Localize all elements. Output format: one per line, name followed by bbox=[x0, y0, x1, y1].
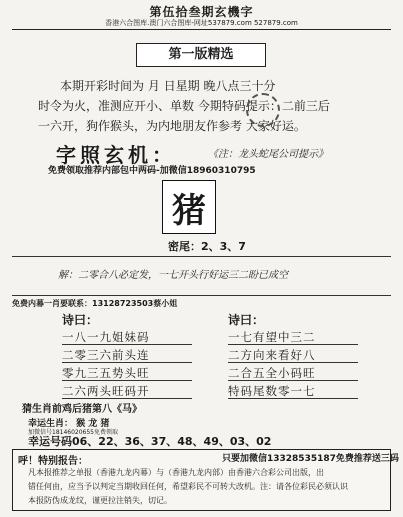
seal-stamp bbox=[246, 93, 280, 127]
poem-right-line: 二方向来看好八 bbox=[228, 348, 316, 362]
poem-rule bbox=[228, 398, 358, 399]
footer-heading: 呼！特别报告： bbox=[18, 456, 88, 467]
riddle-title: 字照玄机： bbox=[56, 143, 176, 167]
poem-rule bbox=[228, 362, 358, 363]
sites-line: 香港六合图库.澳门六合图库-网址537879.com 527879.com bbox=[105, 19, 298, 27]
intro-line-2: 时令为火，准测应开小、单数 今期特码提示：二前三后 bbox=[38, 99, 330, 113]
poem-right-head: 诗曰： bbox=[228, 313, 265, 327]
poem-left-line: 一八一九姐妹码 bbox=[62, 330, 150, 344]
poem-rule bbox=[228, 344, 358, 345]
footer-wechat: 只要加微信13328535187免费推荐送三码 bbox=[222, 454, 399, 464]
poem-left-line: 零九三五势头旺 bbox=[62, 366, 150, 380]
masthead: 第伍拾叁期玄機字 bbox=[149, 5, 254, 19]
riddle-note: 《注：龙头蛇尾公司提示》 bbox=[208, 149, 328, 160]
poem-rule bbox=[62, 398, 192, 399]
zodiac-guess-line: 猜生肖前鸡后猪第八《马》 bbox=[22, 404, 142, 415]
poem-right-line: 特码尾数零一七 bbox=[228, 384, 316, 398]
intro-line-1: 本期开彩时间为 月 日星期 晚八点三十分 bbox=[60, 79, 276, 93]
header-rule bbox=[12, 29, 391, 30]
poem-left-head: 诗曰： bbox=[62, 313, 99, 327]
luck-sub-line: 加微信号18146020655免费领取 bbox=[28, 429, 118, 436]
poem-left-line: 二零三六前头连 bbox=[62, 348, 150, 362]
poem-rule bbox=[62, 362, 192, 363]
free-wechat-line: 免费领取推荐内部包中两码-加微信18960310795 bbox=[48, 166, 256, 176]
luck-zodiac-line: 幸运生肖： 猴 龙 猪 bbox=[28, 419, 110, 429]
poem-rule bbox=[62, 344, 192, 345]
footer-line: 凡本报推荐之单报（香港九龙内幕）与（香港九龙内部）由香港六合彩公司出版，出 bbox=[28, 468, 324, 477]
lucky-numbers: 幸运号码06、22、36、37、48、49、03、02 bbox=[28, 435, 272, 448]
free-group-line: 免费内幕一肖要联系：13128723503蔡小姐 bbox=[12, 299, 178, 308]
poem-rule bbox=[62, 380, 192, 381]
poem-right-line: 一七有望中三二 bbox=[228, 330, 316, 344]
footer-line: 错任何由，应当予以判定当期收回任何，希望彩民不可转大改机。注：请各位彩民必须认识 bbox=[28, 482, 348, 491]
poem-left-line: 二六两头旺码开 bbox=[62, 384, 150, 398]
poem-rule bbox=[228, 380, 358, 381]
section-title: 第一版精选 bbox=[136, 43, 266, 67]
footer-line: 本报防伪成龙纹，谨更拉注销失，切记。 bbox=[28, 496, 172, 505]
poem-right-line: 二合五全小码旺 bbox=[228, 366, 316, 380]
tail-digits: 密尾：2、3、7 bbox=[168, 240, 246, 253]
hint-text: 解：二零合八必定发，一七开头行好运三二盼已成空 bbox=[58, 270, 288, 281]
zodiac-answer: 猪 bbox=[162, 180, 216, 234]
intro-line-3: 一六开，狗作猴头，为内地朋友作参考 大家好运。 bbox=[38, 119, 306, 133]
